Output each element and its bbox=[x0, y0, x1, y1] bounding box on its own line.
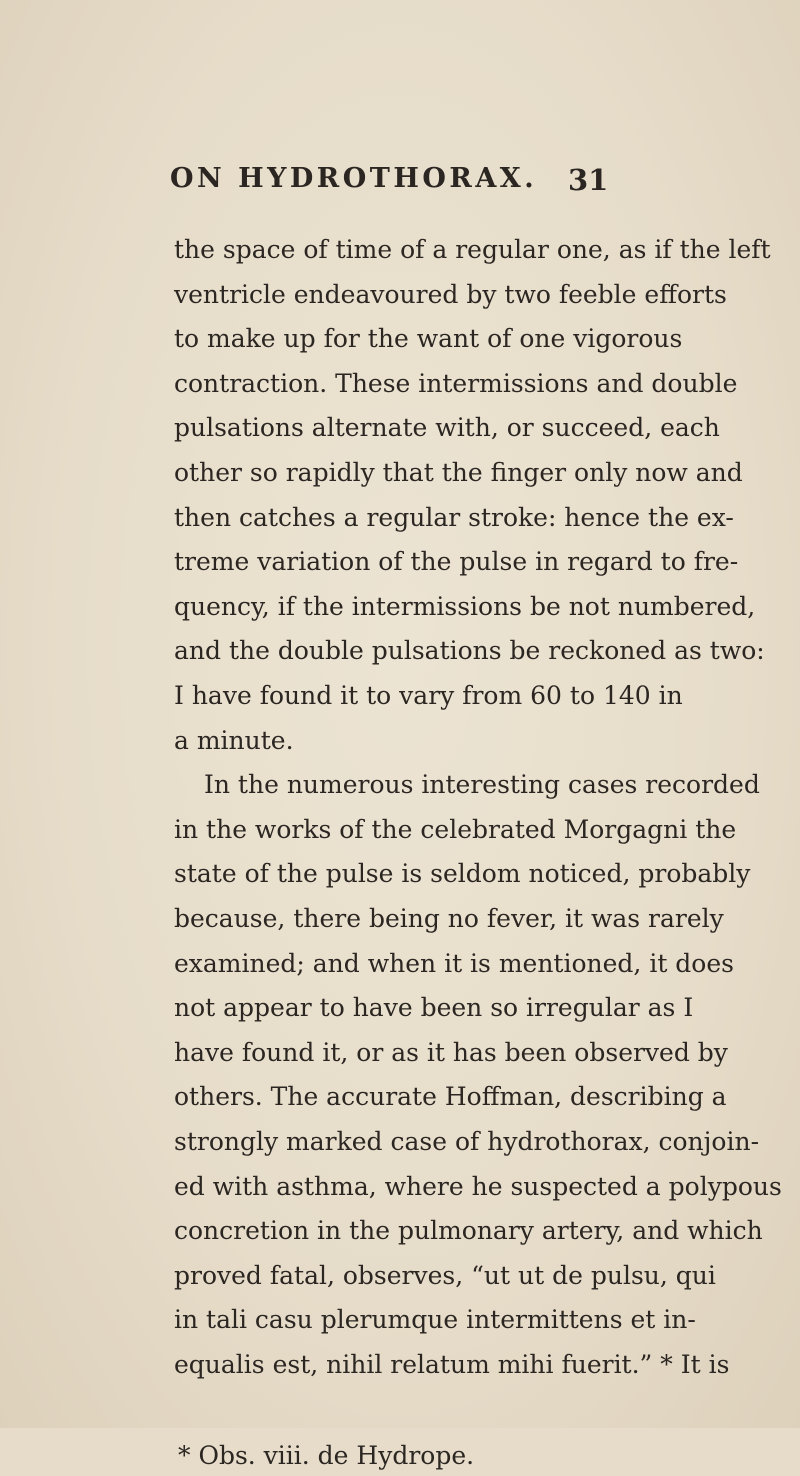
paragraph-first-line: In the numerous interesting cases recorded bbox=[204, 770, 760, 800]
text-line: treme variation of the pulse in regard to fre- bbox=[174, 547, 739, 577]
text-line: then catches a regular stroke: hence the ex- bbox=[174, 502, 734, 532]
text-line: to make up for the want of one vigorous bbox=[174, 324, 683, 354]
text-line: have found it, or as it has been observed by bbox=[174, 1037, 728, 1067]
running-head-title: ON HYDROTHORAX. bbox=[170, 163, 538, 194]
text-line: I have found it to vary from 60 to 140 in bbox=[174, 681, 683, 710]
text-line: a minute. bbox=[174, 725, 294, 755]
text-line: examined; and when it is mentioned, it does bbox=[174, 948, 734, 978]
text-line: proved fatal, observes, “ut ut de pulsu, qui bbox=[174, 1260, 716, 1290]
text-line: others. The accurate Hoffman, describing a bbox=[174, 1082, 727, 1112]
page-number: 31 bbox=[568, 163, 609, 197]
text-line: and the double pulsations be reckoned as two: bbox=[174, 636, 765, 666]
text-line: concretion in the pulmonary artery, and which bbox=[174, 1216, 763, 1246]
text-line: because, there being no fever, it was rarely bbox=[174, 904, 724, 933]
text-line: ventricle endeavoured by two feeble efforts bbox=[174, 279, 727, 309]
text-line: state of the pulse is seldom noticed, probably bbox=[174, 859, 751, 889]
text-line: ed with asthma, where he suspected a polypous bbox=[174, 1171, 782, 1201]
text-line: other so rapidly that the finger only now and bbox=[174, 458, 743, 487]
text-line: in tali casu plerumque intermittens et in- bbox=[174, 1305, 696, 1335]
text-line: equalis est, nihil relatum mihi fuerit.” * It is bbox=[174, 1350, 730, 1379]
running-head bbox=[0, 163, 800, 203]
text-line: the space of time of a regular one, as if the left bbox=[174, 235, 771, 264]
text-line: in the works of the celebrated Morgagni the bbox=[174, 814, 737, 844]
text-line: contraction. These intermissions and double bbox=[174, 368, 738, 398]
text-line: pulsations alternate with, or succeed, each bbox=[174, 413, 720, 443]
text-line: not appear to have been so irregular as I bbox=[174, 993, 694, 1023]
text-line: strongly marked case of hydrothorax, conjoin- bbox=[174, 1127, 760, 1156]
footnote: * Obs. viii. de Hydrope. bbox=[178, 1440, 475, 1470]
text-line: quency, if the intermissions be not numbered, bbox=[174, 591, 756, 621]
